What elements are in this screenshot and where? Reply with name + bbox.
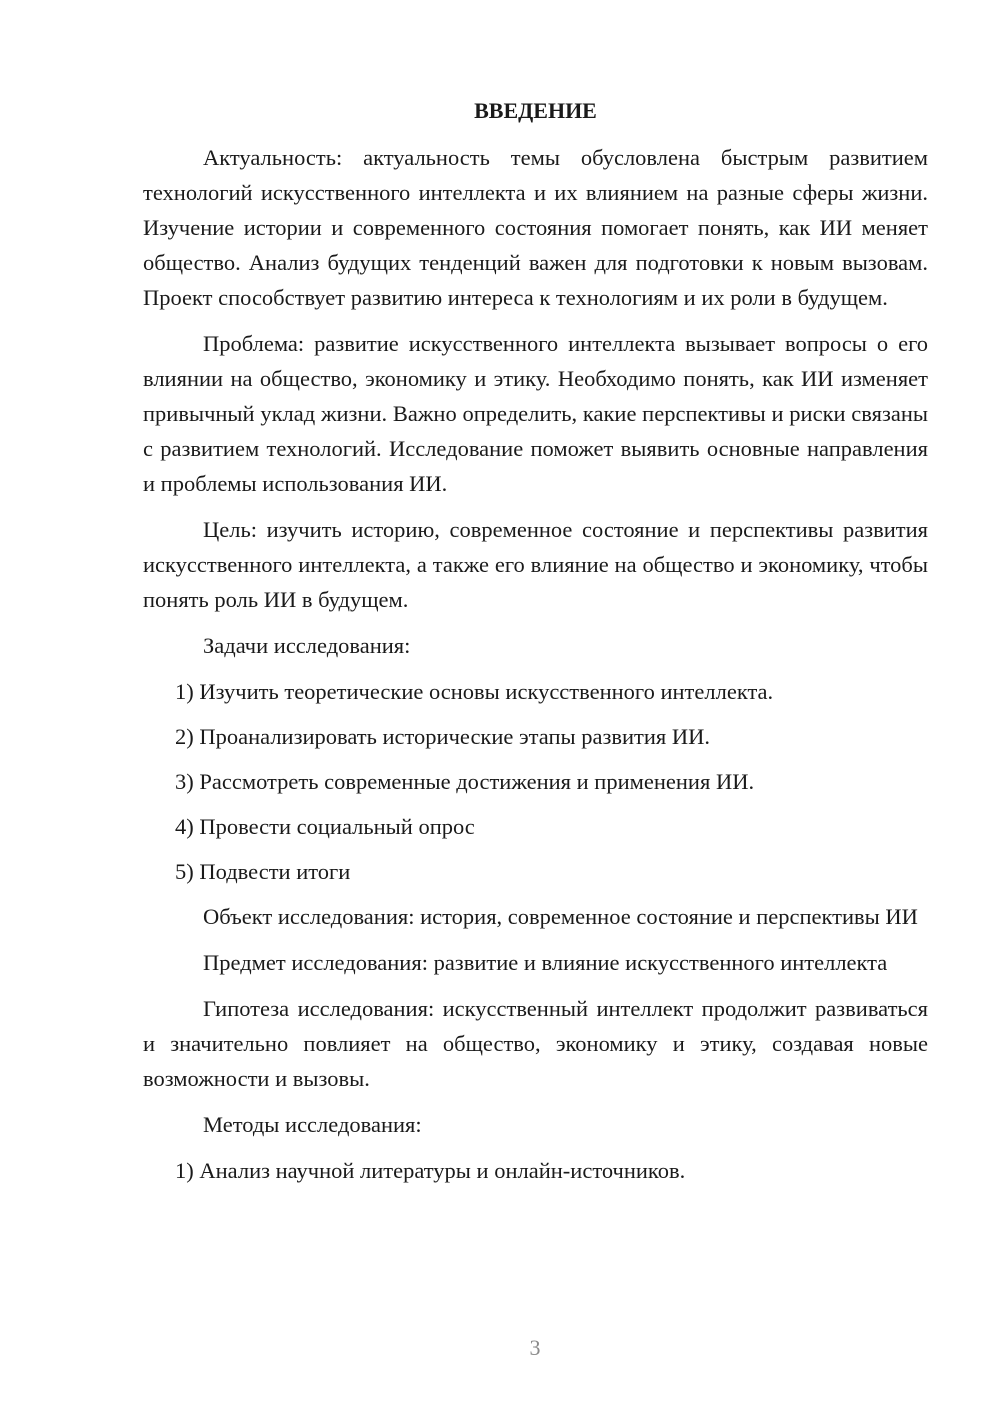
list-item: 1) Анализ научной литературы и онлайн-источников. [175,1158,686,1183]
list-item: 3) Рассмотреть современные достижения и применения ИИ. [175,769,755,794]
tasks-list [143,674,928,889]
object-paragraph: Объект исследования: история, современное состояние и перспективы ИИ [203,904,918,929]
hypothesis-paragraph: Гипотеза исследования: искусственный интеллект продолжит развиваться и значительно повлияет на общество, экономику и этику, создавая новые возможности и вызовы. [143,996,928,1091]
methods-list [143,1153,928,1188]
list-item: 5) Подвести итоги [175,859,351,884]
problem-paragraph: Проблема: развитие искусственного интеллекта вызывает вопросы о его влиянии на общество, экономику и этику. Необходимо понять, как ИИ изменяет привычный уклад жизни. Важно определить, какие перспективы и риски связаны с развитием технологий. Исследование поможет выявить основные направления и проблемы использования ИИ. [143,331,928,496]
subject-paragraph: Предмет исследования: развитие и влияние искусственного интеллекта [203,950,888,975]
tasks-heading: Задачи исследования: [203,633,411,658]
goal-paragraph: Цель: изучить историю, современное состояние и перспективы развития искусственного интеллекта, а также его влияние на общество и экономику, чтобы понять роль ИИ в будущем. [143,517,928,612]
page-number: 3 [529,1335,541,1360]
section-heading: ВВЕДЕНИЕ [474,98,597,123]
list-item: 1) Изучить теоретические основы искусственного интеллекта. [175,679,774,704]
relevance-paragraph: Актуальность: актуальность темы обусловлена быстрым развитием технологий искусственного интеллекта и их влиянием на разные сферы жизни. Изучение истории и современного состояния помогает понять, как ИИ меняет общество. Анализ будущих тенденций важен для подготовки к новым вызовам. Проект способствует развитию интереса к технологиям и их роли в будущем. [143,145,928,310]
list-item: 2) Проанализировать исторические этапы развития ИИ. [175,724,711,749]
list-item: 4) Провести социальный опрос [175,814,475,839]
methods-heading: Методы исследования: [203,1112,422,1137]
page-content [143,96,928,1198]
